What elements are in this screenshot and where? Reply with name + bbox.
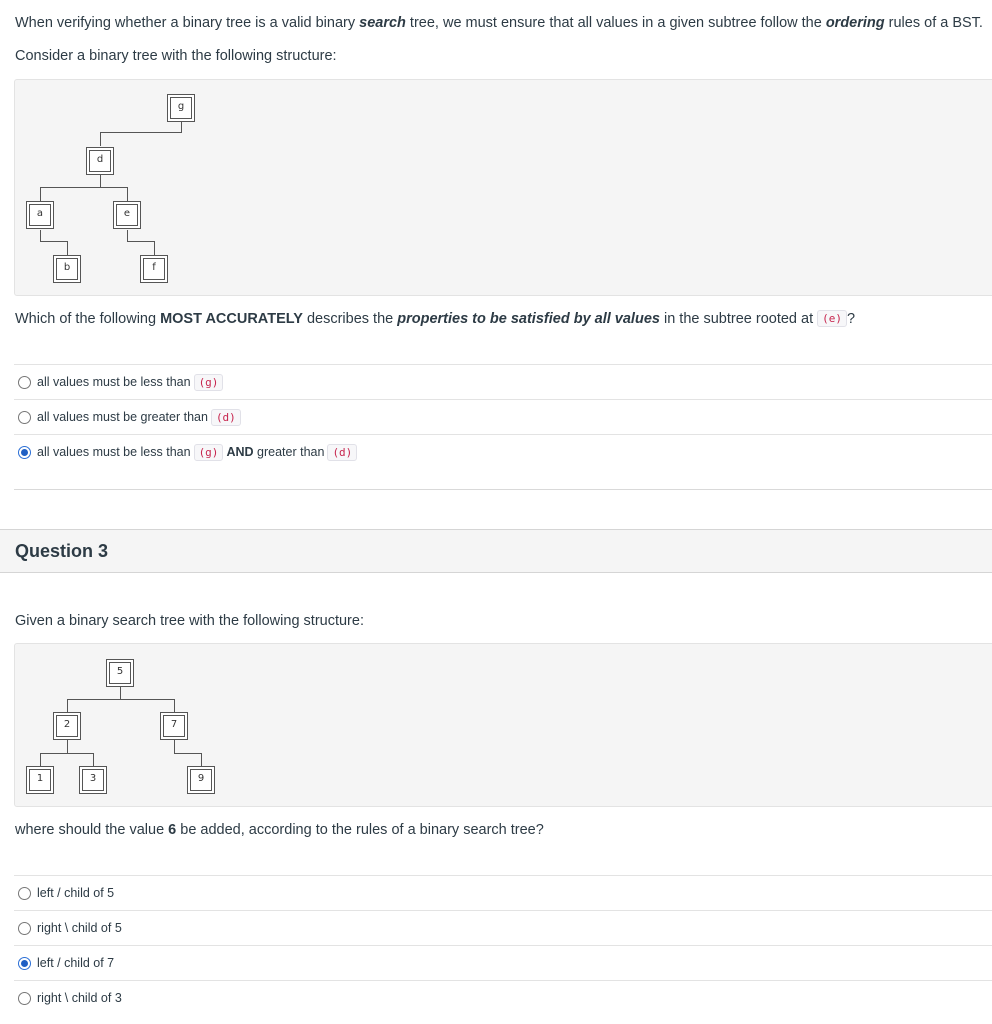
binary-search-tree-diagram [14, 643, 992, 807]
answer-option[interactable]: all values must be less than (g) [14, 364, 992, 399]
question-3-intro: Given a binary search tree with the following structure: [15, 613, 364, 629]
tree-node-d: d [86, 147, 114, 175]
question-3-header [0, 529, 992, 573]
answer-option[interactable]: right \ child of 3 [14, 980, 992, 1015]
question-3-prompt: where should the value 6 be added, according to the rules of a binary search tree? [15, 822, 544, 838]
radio-button[interactable] [18, 992, 31, 1005]
answer-option[interactable]: left / child of 5 [14, 875, 992, 910]
radio-button-selected[interactable] [18, 446, 31, 459]
tree-node-5: 5 [106, 659, 134, 687]
tree-node-a: a [26, 201, 54, 229]
divider [14, 489, 992, 490]
binary-tree-diagram [14, 79, 992, 296]
radio-button[interactable] [18, 922, 31, 935]
tree-node-g: g [167, 94, 195, 122]
tree-node-7: 7 [160, 712, 188, 740]
radio-button-selected[interactable] [18, 957, 31, 970]
tree-node-2: 2 [53, 712, 81, 740]
question-3-answers [14, 875, 992, 1015]
question-2-intro: When verifying whether a binary tree is a valid binary search tree, we must ensure that all values in a given subtree follow the ordering rules of a BST. [15, 15, 983, 31]
tree-node-9: 9 [187, 766, 215, 794]
tree-node-b: b [53, 255, 81, 283]
tree-node-f: f [140, 255, 168, 283]
question-3-title: Question 3 [15, 541, 109, 561]
question-2-intro-line2: Consider a binary tree with the following structure: [15, 48, 337, 64]
question-2-prompt: Which of the following MOST ACCURATELY describes the properties to be satisfied by all values in the subtree rooted at (e) ? [15, 311, 856, 327]
tree-node-e: e [113, 201, 141, 229]
radio-button[interactable] [18, 376, 31, 389]
radio-button[interactable] [18, 887, 31, 900]
answer-option-selected[interactable]: left / child of 7 [14, 945, 992, 980]
tree-node-1: 1 [26, 766, 54, 794]
answer-option[interactable]: all values must be greater than (d) [14, 399, 992, 434]
question-2-answers [14, 364, 992, 469]
answer-option[interactable]: right \ child of 5 [14, 910, 992, 945]
tree-node-3: 3 [79, 766, 107, 794]
answer-option-selected[interactable]: all values must be less than (g) AND greater than (d) [14, 434, 992, 469]
code-node-e: (e) [817, 310, 847, 327]
radio-button[interactable] [18, 411, 31, 424]
